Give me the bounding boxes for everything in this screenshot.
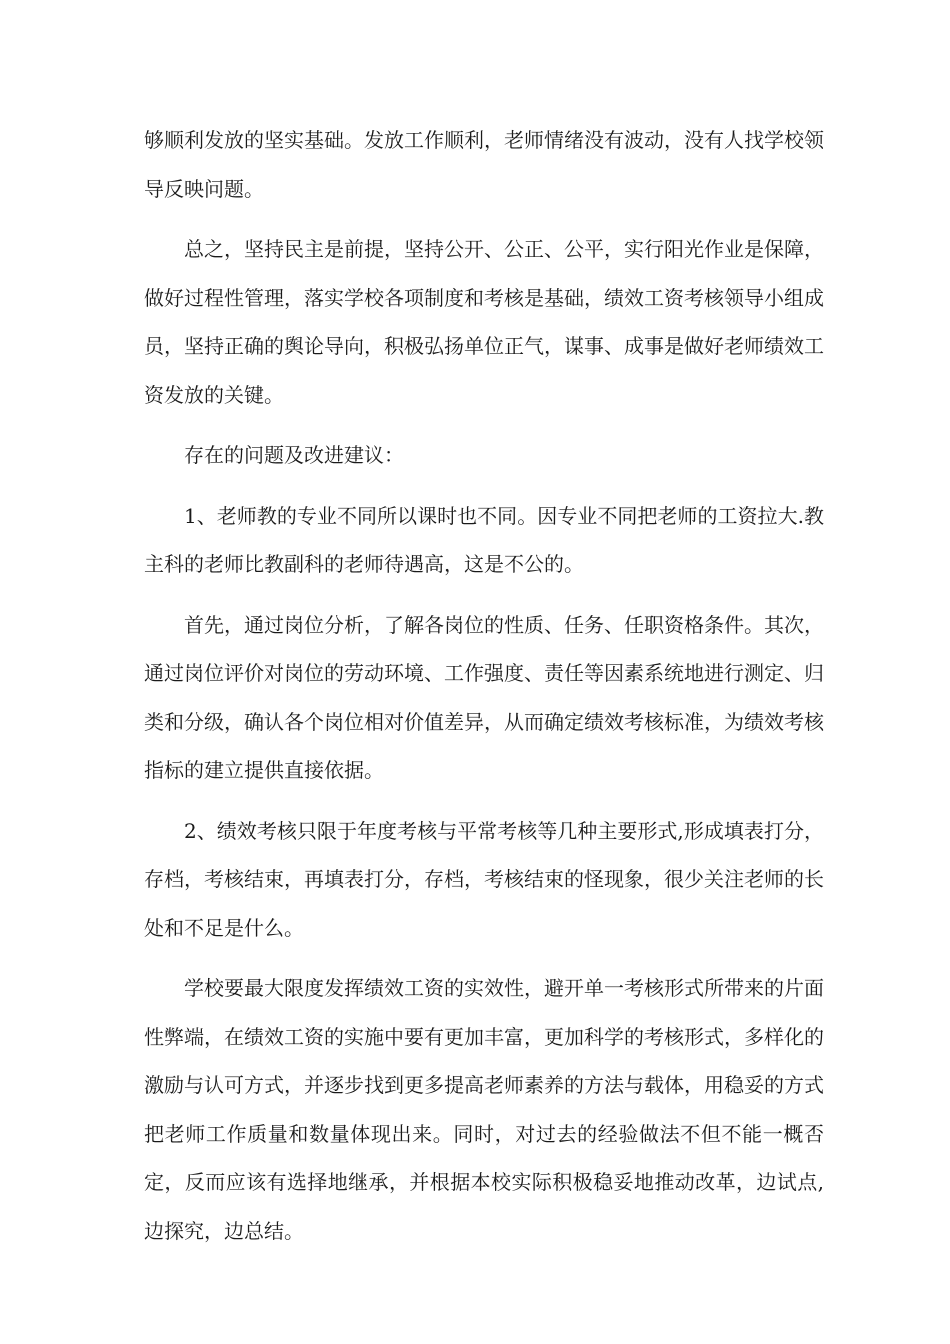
paragraph-suggestion-1: 首先，通过岗位分析，了解各岗位的性质、任务、任职资格条件。其次，通过岗位评价对岗位的劳动环境、工作强度、责任等因素系统地进行测定、归类和分级，确认各个岗位相对价值差异，从而确定绩效考核标准，为绩效考核指标的建立提供直接依据。 (144, 612, 824, 782)
document-body (144, 116, 824, 1267)
paragraph-problems-heading: 存在的问题及改进建议： (184, 443, 404, 467)
paragraph-continuation: 够顺利发放的坚实基础。发放工作顺利，老师情绪没有波动，没有人找学校领导反映问题。 (144, 128, 824, 201)
paragraph-suggestion-2: 学校要最大限度发挥绩效工资的实效性，避开单一考核形式所带来的片面性弊端，在绩效工资的实施中要有更加丰富，更加科学的考核形式，多样化的激励与认可方式，并逐步找到更多提高老师素养的方法与载体，用稳妥的方式把老师工作质量和数量体现出来。同时，对过去的经验做法不但不能一概否定，反而应该有选择地继承，并根据本校实际积极稳妥地推动改革，边试点,边探究，边总结。 (144, 976, 824, 1243)
paragraph-problem-2: 2、绩效考核只限于年度考核与平常考核等几种主要形式,形成填表打分，存档，考核结束，再填表打分，存档，考核结束的怪现象，很少关注老师的长处和不足是什么。 (144, 818, 824, 940)
paragraph-problem-1: 1、老师教的专业不同所以课时也不同。因专业不同把老师的工资拉大.教主科的老师比教副科的老师待遇高，这是不公的。 (144, 503, 824, 576)
paragraph-summary: 总之，坚持民主是前提，坚持公开、公正、公平，实行阳光作业是保障，做好过程性管理，落实学校各项制度和考核是基础，绩效工资考核领导小组成员，坚持正确的舆论导向，积极弘扬单位正气，谋事、成事是做好老师绩效工资发放的关键。 (144, 237, 824, 407)
